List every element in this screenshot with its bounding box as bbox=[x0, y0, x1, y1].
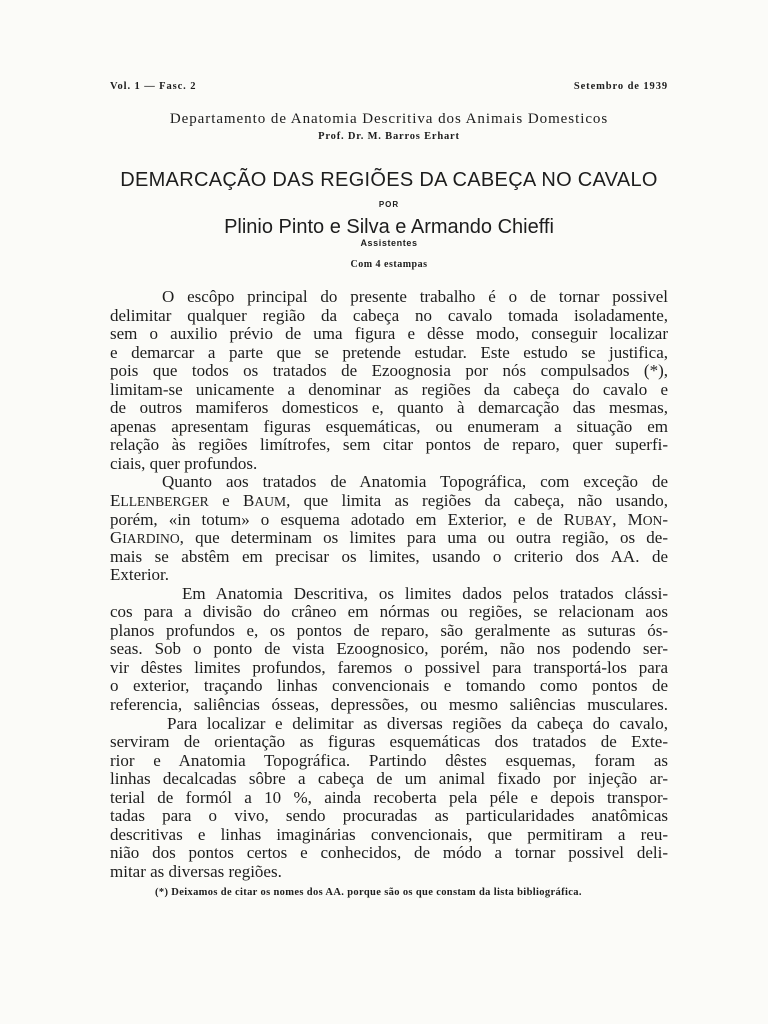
text-line: apenas apresentam figuras esquemáticas, ou enumeram a situação em bbox=[110, 416, 668, 436]
text-line: seas. Sob o ponto de vista Ezoognosico, porém, não nos podendo ser- bbox=[110, 639, 668, 659]
text-line: de outros mamiferos domesticos e, quanto à demarcação das mesmas, bbox=[110, 398, 668, 418]
text-line: Para localizar e delimitar as diversas regiões da cabeça do cavalo, bbox=[167, 713, 668, 733]
text-line: e demarcar a parte que se pretende estudar. Este estudo se justifica, bbox=[110, 342, 668, 362]
paragraph bbox=[110, 288, 668, 473]
text-line: pois que todos os tratados de Ezoognosia por nós compulsados (*), bbox=[110, 361, 668, 381]
text-line: O escôpo principal do presente trabalho é o de tornar possivel bbox=[162, 287, 668, 306]
text-line: referencia, saliências ósseas, depressões, ou mesmo saliências musculares. bbox=[110, 695, 668, 715]
professor: Prof. Dr. M. Barros Erhart bbox=[318, 131, 460, 142]
text-line: mitar as diversas regiões. bbox=[110, 861, 282, 881]
small-caps-text: ON bbox=[642, 512, 663, 528]
small-caps-text: IARDINO bbox=[122, 531, 180, 547]
text-line: linhas decalcadas sôbre a cabeça de um animal fixado por injeção ar- bbox=[110, 769, 668, 789]
text-line: mais se abstêm em precisar os limites, usando o criterio dos AA. de bbox=[110, 546, 668, 566]
text-line: planos profundos e, os pontos de reparo, são geralmente as suturas ós- bbox=[110, 620, 668, 640]
small-caps-text: UBAY bbox=[574, 512, 613, 528]
paragraph bbox=[110, 473, 668, 584]
paragraph bbox=[110, 715, 668, 882]
journal-volume: Vol. 1 — Fasc. 2 bbox=[110, 81, 197, 92]
text-line: ELLENBERGER e BAUM, que limita as regiões da cabeça, não usando, bbox=[110, 491, 668, 511]
text-line: serviram de orientação as figuras esquemáticas dos tratados de Exte- bbox=[110, 732, 668, 752]
text-line: limitam-se unicamente a denominar as regiões da cabeça do cavalo e bbox=[110, 379, 668, 399]
footnote: (*) Deixamos de citar os nomes dos AA. porque são os que constam da lista bibliográfica. bbox=[155, 887, 582, 898]
article-title: DEMARCAÇÃO DAS REGIÕES DA CABEÇA NO CAVALO bbox=[120, 169, 658, 191]
publication-date: Setembro de 1939 bbox=[573, 81, 668, 92]
small-caps-text: AUM bbox=[254, 494, 287, 510]
text-line: porém, «in totum» o esquema adotado em Exterior, e de RUBAY, MON- bbox=[110, 509, 668, 529]
authors: Plinio Pinto e Silva e Armando Chieffi bbox=[224, 216, 554, 238]
text-line: Quanto aos tratados de Anatomia Topográfica, com exceção de bbox=[162, 472, 668, 492]
text-line: Exterior. bbox=[110, 565, 170, 585]
text-line: descritivas e linhas imaginárias convencionais, que permitiram a reu- bbox=[110, 824, 668, 844]
article-body bbox=[110, 288, 668, 882]
text-line: vir dêstes limites profundos, faremos o possivel para transportá-los para bbox=[110, 657, 668, 677]
small-caps-text: LLENBERGER bbox=[120, 494, 209, 510]
author-role: Assistentes bbox=[360, 238, 418, 248]
text-line: tadas para o vivo, sendo procuradas as particularidades anatômicas bbox=[110, 806, 668, 826]
department: Departamento de Anatomia Descritiva dos Animais Domesticos bbox=[169, 111, 609, 127]
paragraph bbox=[110, 585, 668, 715]
text-line: sem o auxilio prévio de uma figura e dêsse modo, conseguir localizar bbox=[110, 324, 668, 344]
text-line: rior e Anatomia Topográfica. Partindo dêstes esquemas, foram as bbox=[110, 750, 668, 770]
text-line: Em Anatomia Descritiva, os limites dados pelos tratados clássi- bbox=[182, 583, 668, 603]
text-line: cos para a divisão do crâneo em nórmas ou regiões, se relacionam aos bbox=[110, 602, 668, 622]
text-line: nião dos pontos certos e conhecidos, de módo a tornar possivel deli- bbox=[110, 843, 668, 863]
plates-note: Com 4 estampas bbox=[350, 259, 428, 270]
text-line: delimitar qualquer região da cabeça no cavalo tomada isoladamente, bbox=[110, 305, 668, 325]
text-line: relação às regiões limítrofes, sem citar pontos de reparo, quer superfi- bbox=[110, 435, 668, 455]
text-line: ciais, quer profundos. bbox=[110, 453, 258, 473]
text-line: o exterior, traçando linhas convencionais e tomando como pontos de bbox=[110, 676, 668, 696]
text-line: GIARDINO, que determinam os limites para uma ou outra região, os de- bbox=[110, 528, 668, 548]
text-line: terial de formól a 10 %, ainda recoberta pela péle e depois transpor- bbox=[110, 787, 668, 807]
by-label: POR bbox=[378, 200, 400, 209]
